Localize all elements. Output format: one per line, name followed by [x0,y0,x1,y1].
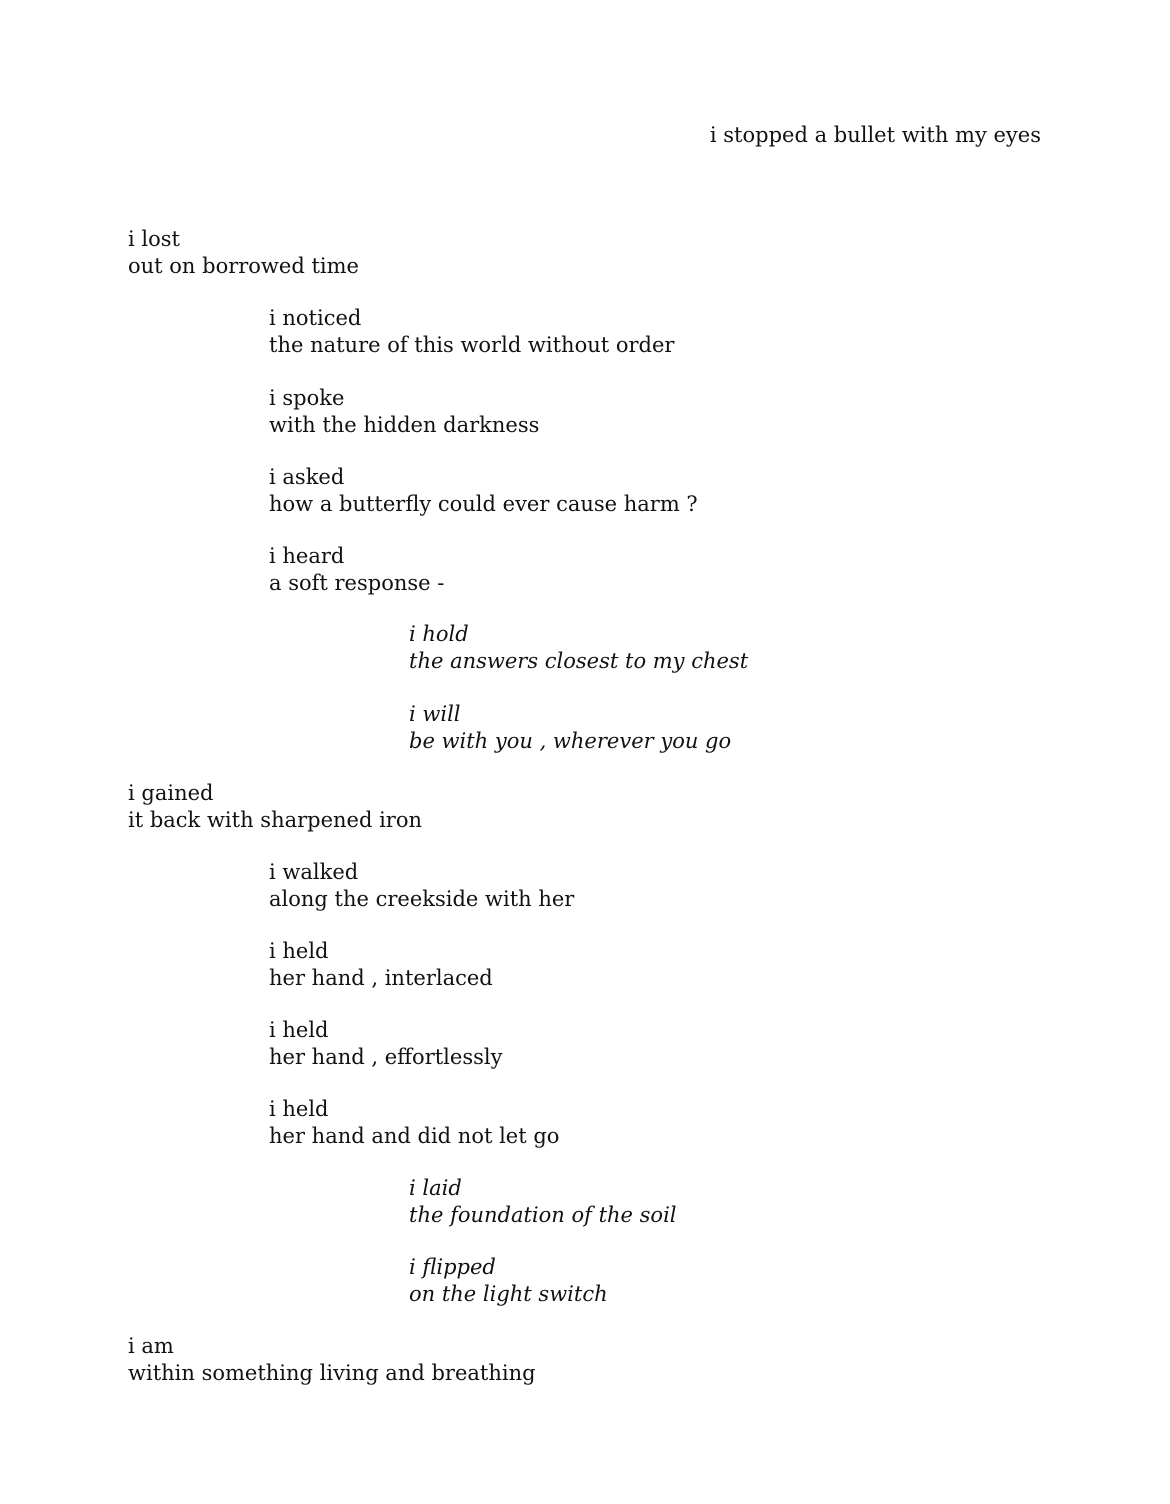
stanza-9 [269,859,574,912]
stanza-7 [409,701,731,754]
stanza-line: i held [269,939,329,963]
stanza-line: i spoke [269,386,345,410]
stanza-line: i held [269,1097,329,1121]
stanza-14 [409,1254,608,1307]
stanza-1 [128,226,359,279]
stanza-line: the foundation of the soil [409,1202,677,1227]
stanza-line: i hold [409,622,469,646]
stanza-8 [128,780,422,833]
stanza-line: her hand and did not let go [269,1123,560,1148]
stanza-line: i gained [128,781,214,805]
poem-title: i stopped a bullet with my eyes [709,123,1041,147]
stanza-line: a soft response - [269,570,445,595]
stanza-line: i walked [269,860,359,884]
stanza-line: i laid [409,1176,462,1200]
stanza-line: the answers closest to my chest [409,648,749,673]
stanza-13 [409,1175,677,1228]
stanza-line: i flipped [409,1255,496,1279]
stanza-line: i heard [269,544,345,568]
stanza-line: it back with sharpened iron [128,807,423,832]
stanza-line: along the creekside with her [269,886,575,911]
stanza-line: within something living and breathing [128,1360,536,1385]
stanza-line: her hand , interlaced [269,965,493,990]
stanza-line: her hand , effortlessly [269,1044,503,1069]
stanza-10 [269,938,493,991]
stanza-2 [269,305,674,358]
stanza-line: i lost [128,227,180,251]
stanza-6 [409,621,748,674]
stanza-line: i held [269,1018,329,1042]
stanza-line: i am [128,1334,174,1358]
stanza-line: i will [409,702,461,726]
stanza-line: the nature of this world without order [269,332,675,357]
stanza-11 [269,1017,502,1070]
stanza-line: i noticed [269,306,362,330]
stanza-12 [269,1096,559,1149]
stanza-4 [269,464,698,517]
stanza-5 [269,543,444,596]
stanza-line: i asked [269,465,345,489]
stanza-3 [269,385,539,438]
stanza-line: out on borrowed time [128,253,359,278]
stanza-line: with the hidden darkness [269,412,540,437]
stanza-15 [128,1333,536,1386]
stanza-line: be with you , wherever you go [409,728,732,753]
stanza-line: how a butterfly could ever cause harm ? [269,491,698,516]
stanza-line: on the light switch [409,1281,608,1306]
